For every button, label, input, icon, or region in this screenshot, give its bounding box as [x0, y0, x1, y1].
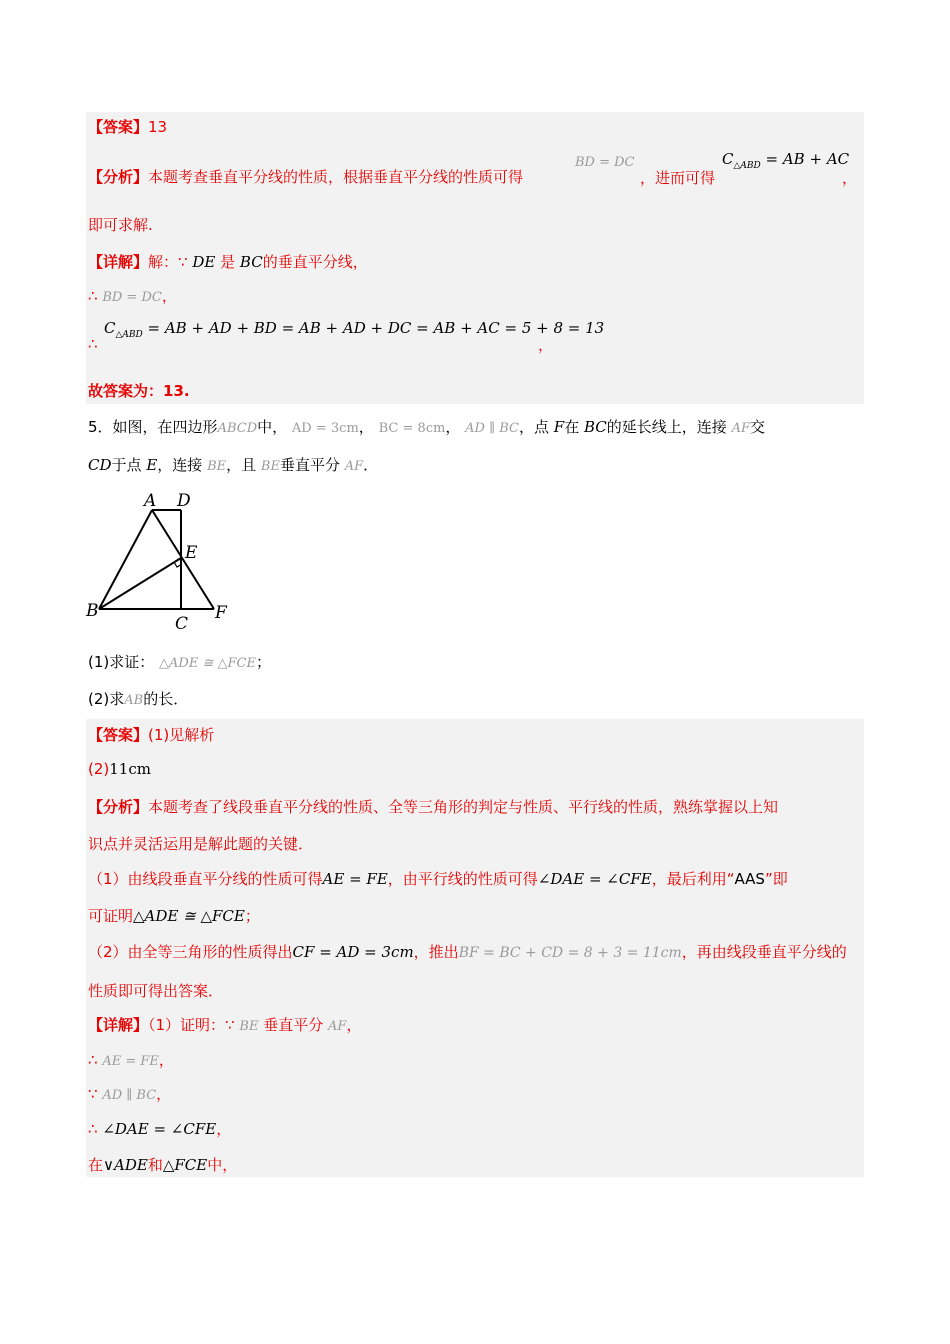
analysis2-line-1: 【分析】本题考查了线段垂直平分线的性质、全等三角形的判定与性质、平行线的性质，熟练掌握以上知	[88, 798, 779, 816]
answer2-line-1: 【答案】(1)见解析	[88, 726, 215, 744]
analysis2-line-4: 可证明△ADE ≅ △FCE；	[88, 907, 260, 925]
analysis-line-1: 【分析】本题考查垂直平分线的性质，根据垂直平分线的性质可得	[88, 168, 524, 186]
detail-line-3-symbol: ∴	[88, 335, 98, 353]
part2-question: (2)求AB的长．	[88, 690, 189, 708]
analysis2-line-5: （2）由全等三角形的性质得出CF = AD = 3cm，推出BF = BC + CD = 8 + 3 = 11cm，再由线段垂直平分线的	[88, 943, 847, 961]
detail-line-1: 【详解】解：∵ DE 是 BC的垂直平分线，	[88, 253, 368, 271]
analysis-mid-text: ，进而可得	[640, 169, 716, 187]
analysis-line-2: 即可求解.	[88, 216, 153, 234]
label-b: B	[86, 601, 99, 621]
segment-ab	[99, 510, 152, 609]
analysis2-line-6: 性质即可得出答案．	[88, 982, 224, 1000]
question5-line-2: CD于点 E，连接 BE，且 BE垂直平分 AF．	[88, 456, 379, 474]
detail2-line-3: ∵ AD ∥ BC，	[88, 1085, 172, 1103]
detail2-line-5: 在∨ADE和△FCE中，	[88, 1156, 238, 1174]
label-e: E	[185, 543, 198, 563]
analysis2-line-3: （1）由线段垂直平分线的性质可得AE = FE，由平行线的性质可得∠DAE = ∠CFE，最后利用“AAS”即	[88, 870, 788, 888]
final-answer-line: 故答案为：13.	[88, 382, 190, 400]
detail-line-2: ∴ BD = DC，	[88, 287, 177, 305]
segment-af	[152, 510, 214, 609]
analysis-comma: ，	[842, 169, 858, 187]
detail-line-3-comma: ，	[538, 336, 554, 354]
label-c: C	[175, 614, 189, 634]
detail2-line-2: ∴ AE = FE，	[88, 1051, 174, 1069]
formula-perimeter-abd: $C_{\triangle ABD}$ = AB + AC	[722, 150, 850, 171]
label-f: F	[215, 603, 227, 623]
segment-be	[99, 558, 181, 609]
answer2-line-2: (2)11cm	[88, 760, 151, 778]
answer-line-1: 【答案】13	[88, 118, 168, 136]
formula-perimeter-chain: $C_{\triangle ABD}$ = AB + AD + BD = AB + AD + DC = AB + AC = 5 + 8 = 13	[104, 319, 605, 340]
geometry-figure	[80, 488, 250, 638]
detail2-line-4: ∴ ∠DAE = ∠CFE，	[88, 1120, 232, 1138]
question5-line-1: 5．如图，在四边形ABCD中， AD = 3cm， BC = 8cm， AD ∥ BC，点 F在 BC的延长线上，连接 AF交	[88, 418, 766, 436]
label-a: A	[144, 491, 157, 511]
analysis2-line-2: 识点并灵活运用是解此题的关键．	[88, 835, 314, 853]
part1-question: (1)求证： △ADE ≅ △FCE；	[88, 653, 271, 671]
formula-bd-dc: BD = DC	[575, 155, 635, 170]
detail2-line-1: 【详解】（1）证明：∵ BE 垂直平分 AF，	[88, 1016, 362, 1034]
label-d: D	[177, 491, 191, 511]
